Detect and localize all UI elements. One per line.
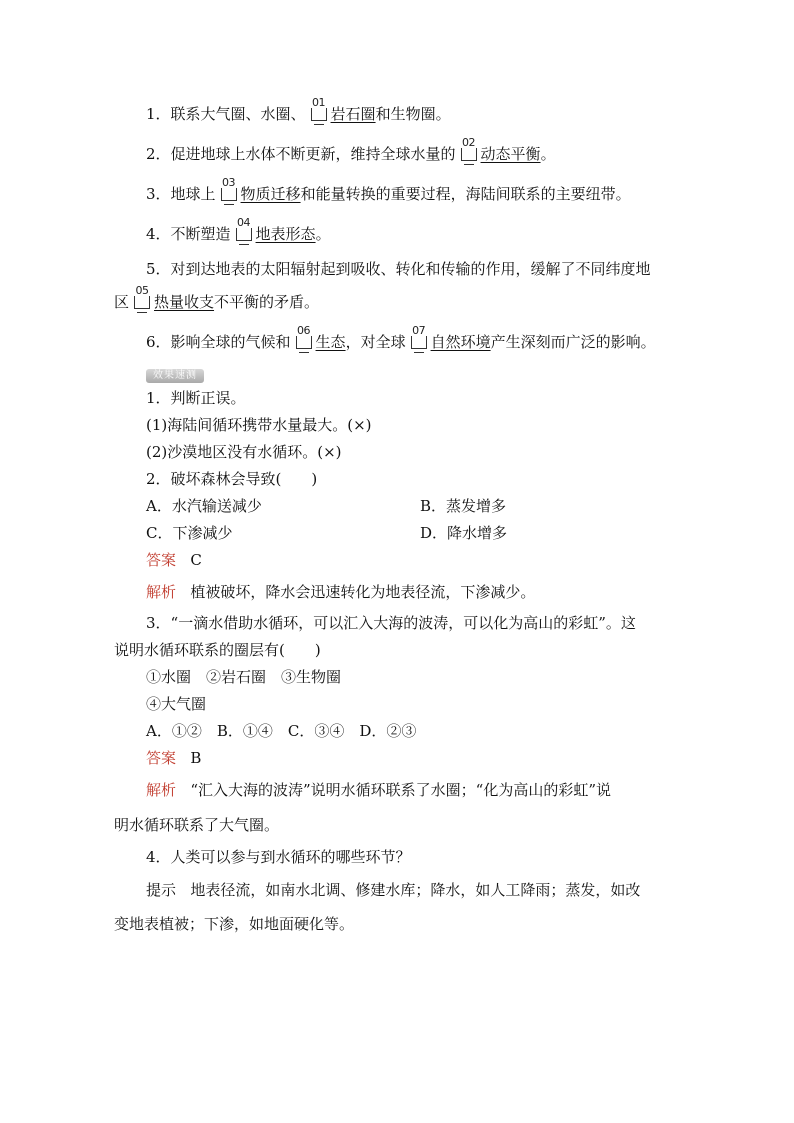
summary-item-5-line2 xyxy=(114,284,320,312)
item-text: 6．影响全球的气候和 xyxy=(146,333,291,351)
item-text: 。 xyxy=(540,145,556,163)
blank-number: 07 xyxy=(412,324,426,337)
item-text: 4．不断塑造 xyxy=(146,225,231,243)
summary-item-4 xyxy=(146,216,331,244)
q2-option-c: C．下渗减少 xyxy=(146,524,233,542)
item-text: 产生深刻而广泛的影响。 xyxy=(490,333,656,351)
q3-stem-line1: 3．“一滴水借助水循环，可以汇入大海的波涛，可以化为高山的彩虹”。这 xyxy=(146,614,636,632)
item-text: 3．地球上 xyxy=(146,185,216,203)
item-text: 和生物圈。 xyxy=(375,105,451,123)
answer-text: 生态 xyxy=(315,333,346,351)
q4-hint-line2: 变地表植被；下渗，如地面硬化等。 xyxy=(114,915,355,933)
answer-text: 动态平衡 xyxy=(480,145,541,163)
blank-number: 01 xyxy=(312,96,326,109)
hint-label: 提示 xyxy=(146,881,177,899)
q2-option-d: D．降水增多 xyxy=(420,524,508,542)
item-text: 5．对到达地表的太阳辐射起到吸收、转化和传输的作用，缓解了不同纬度地 xyxy=(146,260,651,278)
q3-items-line2: ④大气圈 xyxy=(146,695,207,713)
blank-number: 02 xyxy=(462,136,476,149)
blank-number: 04 xyxy=(237,216,251,229)
summary-item-5-line1 xyxy=(146,259,651,279)
blank-number: 03 xyxy=(222,176,236,189)
q2-answer xyxy=(146,550,202,570)
answer-text: 热量收支 xyxy=(154,293,215,311)
q3-stem-line2: 说明水循环联系的圈层有( ) xyxy=(114,641,321,659)
answer-text: 物质迁移 xyxy=(240,185,301,203)
q4-stem: 4．人类可以参与到水循环的哪些环节？ xyxy=(146,848,411,866)
answer-text: 地表形态 xyxy=(255,225,316,243)
q3-items-line1: ①水圈 ②岩石圈 ③生物圈 xyxy=(146,668,342,686)
q2-option-b: B．蒸发增多 xyxy=(420,497,507,515)
analysis-text: “汇入大海的波涛”说明水循环联系了水圈；“化为高山的彩虹”说 xyxy=(190,781,612,799)
answer-label: 答案 xyxy=(146,551,177,569)
q3-analysis-line2: 明水循环联系了大气圈。 xyxy=(114,816,280,834)
q1-statement-1: (1)海陆间循环携带水量最大。(×) xyxy=(146,416,372,434)
summary-item-3 xyxy=(146,176,631,204)
section-badge: 效果速测 xyxy=(146,369,204,383)
blank-marker xyxy=(219,176,239,204)
item-text: 1．联系大气圈、水圈、 xyxy=(146,105,306,123)
q2-analysis xyxy=(146,582,535,602)
blank-marker xyxy=(309,96,329,124)
item-text: ，对全球 xyxy=(345,333,406,351)
blank-marker xyxy=(409,324,429,352)
q4-hint-line1 xyxy=(146,880,640,900)
q3-analysis-line1 xyxy=(146,780,611,800)
item-text: 和能量转换的重要过程，海陆间联系的主要纽带。 xyxy=(300,185,631,203)
answer-value: C xyxy=(190,551,202,569)
q1-stem: 1．判断正误。 xyxy=(146,389,246,407)
blank-marker xyxy=(234,216,254,244)
item-text: 2．促进地球上水体不断更新，维持全球水量的 xyxy=(146,145,456,163)
blank-marker xyxy=(132,284,152,312)
summary-item-2 xyxy=(146,136,556,164)
analysis-label: 解析 xyxy=(146,781,177,799)
summary-item-1 xyxy=(146,96,451,124)
analysis-text: 植被破坏，降水会迅速转化为地表径流，下渗减少。 xyxy=(190,583,536,601)
answer-label: 答案 xyxy=(146,749,177,767)
blank-number: 05 xyxy=(135,284,149,297)
hint-text: 地表径流，如南水北调、修建水库；降水，如人工降雨；蒸发，如改 xyxy=(190,881,641,899)
blank-marker xyxy=(294,324,314,352)
q2-stem: 2．破坏森林会导致( ) xyxy=(146,470,318,488)
answer-value: B xyxy=(190,749,202,767)
q3-options: A．①② B．①④ C．③④ D．②③ xyxy=(146,722,417,740)
q3-answer xyxy=(146,748,201,768)
answer-text: 自然环境 xyxy=(430,333,491,351)
q2-option-a: A．水汽输送减少 xyxy=(146,497,262,515)
analysis-label: 解析 xyxy=(146,583,177,601)
blank-marker xyxy=(459,136,479,164)
item-text: 。 xyxy=(315,225,331,243)
blank-number: 06 xyxy=(297,324,311,337)
item-text: 不平衡的矛盾。 xyxy=(214,293,320,311)
summary-item-6 xyxy=(146,324,656,352)
item-text: 区 xyxy=(114,293,130,311)
answer-text: 岩石圈 xyxy=(330,105,376,123)
q1-statement-2: (2)沙漠地区没有水循环。(×) xyxy=(146,443,342,461)
